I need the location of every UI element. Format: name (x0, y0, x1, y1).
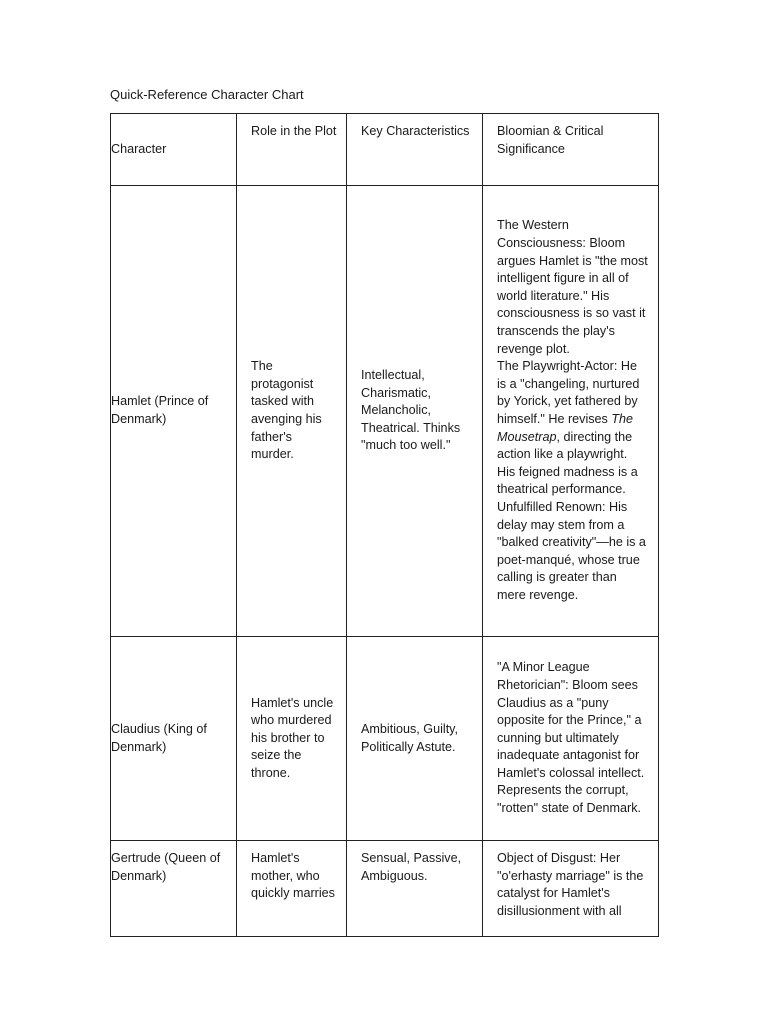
cell-significance: "A Minor League Rhetorician": Bloom sees Claudius as a "puny opposite for the Prince," a cunning but ultimately inadequate antagonist for Hamlet's colossal intellect. Represents the corrupt, "rotten" state of Denmark. (483, 637, 659, 841)
cell-characteristics: Sensual, Passive, Ambiguous. (347, 841, 483, 937)
table-row (111, 186, 659, 637)
header-significance: Bloomian & Critical Significance (483, 114, 659, 186)
table-row (111, 637, 659, 841)
significance-text: The Playwright-Actor: He is a "changeling, nurtured by Yorick, yet fathered by himself." He revises (497, 359, 640, 426)
cell-character: Claudius (King of Denmark) (111, 637, 237, 841)
character-chart-table (110, 113, 659, 937)
cell-role: Hamlet's uncle who murdered his brother to seize the throne. (237, 637, 347, 841)
cell-role: Hamlet's mother, who quickly marries (237, 841, 347, 937)
cell-significance (483, 186, 659, 637)
header-character: Character (111, 114, 237, 186)
significance-paragraph (497, 358, 648, 499)
table-row (111, 841, 659, 937)
cell-significance: Object of Disgust: Her "o'erhasty marriage" is the catalyst for Hamlet's disillusionment with all (483, 841, 659, 937)
cell-characteristics: Ambitious, Guilty, Politically Astute. (347, 637, 483, 841)
cell-role: The protagonist tasked with avenging his father's murder. (237, 186, 347, 637)
header-characteristics: Key Characteristics (347, 114, 483, 186)
significance-text: , directing the action like a playwright. His feigned madness is a theatrical performance. (497, 429, 638, 497)
cell-character: Hamlet (Prince of Denmark) (111, 186, 237, 637)
table-header-row (111, 114, 659, 186)
play-within-play-title: The Mousetrap (497, 412, 634, 444)
cell-characteristics: Intellectual, Charismatic, Melancholic, Theatrical. Thinks "much too well." (347, 186, 483, 637)
significance-paragraph: The Western Consciousness: Bloom argues Hamlet is "the most intelligent figure in all of world literature." His consciousness is so vast it transcends the play's revenge plot. (497, 218, 648, 356)
cell-character: Gertrude (Queen of Denmark) (111, 841, 237, 937)
significance-paragraph: Unfulfilled Renown: His delay may stem from a "balked creativity"—he is a poet-manqué, whose true calling is greater than mere revenge. (497, 499, 646, 602)
document-title: Quick-Reference Character Chart (110, 87, 304, 102)
header-role: Role in the Plot (237, 114, 347, 186)
